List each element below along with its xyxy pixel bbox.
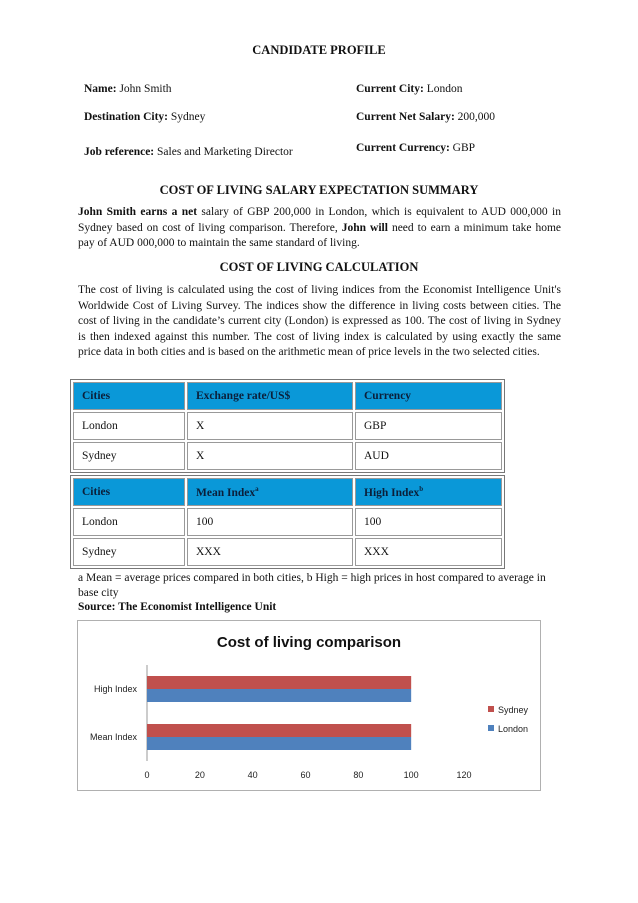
- current-city-value: London: [426, 83, 463, 95]
- profile-currency: [356, 142, 475, 154]
- job-value: Sales and Marketing Director: [157, 146, 293, 158]
- destination-label: Destination City:: [84, 111, 169, 123]
- destination-value: Sydney: [170, 111, 206, 123]
- cell-city: Sydney: [73, 538, 185, 566]
- summary-bold-2: John will: [341, 221, 388, 234]
- source-line: Source: The Economist Intelligence Unit: [78, 601, 277, 613]
- summary-bold-1: John Smith earns a net: [78, 206, 198, 218]
- name-value: John Smith: [119, 83, 172, 95]
- table-header-row: [73, 478, 502, 506]
- bar-sydney: [147, 676, 411, 689]
- cell-city: London: [73, 412, 185, 440]
- bar-london: [147, 689, 411, 702]
- cell-exchange-rate: X: [187, 412, 353, 440]
- x-tick-label: 40: [247, 770, 258, 780]
- currency-label: Current Currency:: [356, 142, 450, 154]
- job-label: Job reference:: [84, 146, 155, 158]
- cell-exchange-rate: X: [187, 442, 353, 470]
- header-exchange-rate: Exchange rate/US$: [187, 382, 353, 410]
- salary-label: Current Net Salary:: [356, 111, 455, 123]
- header-high-index: [355, 478, 502, 506]
- bar-london: [147, 737, 411, 750]
- cell-high-index: 100: [355, 508, 502, 536]
- header-mean-index: [187, 478, 353, 506]
- exchange-rate-table: [70, 379, 505, 473]
- currency-value: GBP: [452, 142, 476, 154]
- name-label: Name:: [84, 83, 117, 95]
- calculation-heading: COST OF LIVING CALCULATION: [219, 260, 419, 274]
- profile-job: [84, 146, 293, 158]
- salary-value: 200,000: [457, 111, 496, 123]
- header-cities: Cities: [73, 478, 185, 506]
- table-row: [73, 538, 502, 566]
- cell-currency: GBP: [355, 412, 502, 440]
- table-row: [73, 412, 502, 440]
- summary-text-1: salary of GBP 200,000 in London, which is equivalent to AUD 000,000 in Sydney based on cost of living comparison. Therefore,: [78, 206, 561, 234]
- cell-mean-index: 100: [187, 508, 353, 536]
- x-tick-label: 120: [456, 770, 472, 780]
- cell-high-index: XXX: [355, 538, 502, 566]
- x-tick-label: 80: [353, 770, 364, 780]
- summary-heading: COST OF LIVING SALARY EXPECTATION SUMMARY: [159, 183, 479, 197]
- mean-index-label: Mean Index: [196, 486, 256, 499]
- legend-swatch: [488, 725, 494, 731]
- profile-salary: [356, 111, 495, 123]
- page-title: CANDIDATE PROFILE: [252, 43, 386, 57]
- chart-title: Cost of living comparison: [216, 634, 402, 651]
- x-tick-label: 100: [403, 770, 419, 780]
- x-tick-label: 60: [300, 770, 311, 780]
- cell-currency: AUD: [355, 442, 502, 470]
- cost-of-living-chart: [77, 620, 541, 791]
- calculation-paragraph: The cost of living is calculated using the cost of living indices from the Economist Intelligence Unit's Worldwide Cost of Living Survey. The indices show the difference in living costs between cities. The cost of living in the candidate’s current city (London) is expressed as 100. The cost of living in Sydney is then indexed against this number. The cost of living index is calculated by using exactly the same price data in both cities and is based on the arithmetic mean of price levels in the two selected cities.: [78, 284, 561, 358]
- category-label: High Index: [93, 684, 137, 694]
- legend-label: Sydney: [498, 705, 529, 715]
- profile-name: [84, 83, 172, 95]
- header-cities: Cities: [73, 382, 185, 410]
- high-index-sup: b: [419, 485, 424, 494]
- profile-destination: [84, 111, 205, 123]
- footnote: a Mean = average prices compared in both cities, b High = high prices in host compared to average in base city: [78, 572, 546, 599]
- header-currency: Currency: [355, 382, 502, 410]
- cell-mean-index: XXX: [187, 538, 353, 566]
- table-row: [73, 508, 502, 536]
- summary-paragraph: [78, 205, 561, 252]
- current-city-label: Current City:: [356, 83, 424, 95]
- bar-sydney: [147, 724, 411, 737]
- cell-city: London: [73, 508, 185, 536]
- x-tick-label: 20: [194, 770, 205, 780]
- mean-index-sup: a: [255, 485, 259, 494]
- legend-label: London: [498, 724, 529, 734]
- index-table: [70, 475, 505, 569]
- summary-text-2: need to earn a minimum take home pay of AUD 000,000 to maintain the same standard of living.: [78, 221, 561, 249]
- profile-current-city: [356, 83, 462, 95]
- category-label: Mean Index: [89, 732, 137, 742]
- x-tick-label: 0: [144, 770, 150, 780]
- table-row: [73, 442, 502, 470]
- cell-city: Sydney: [73, 442, 185, 470]
- table-header-row: [73, 382, 502, 410]
- legend-swatch: [488, 706, 494, 712]
- chart-svg: [78, 621, 540, 790]
- high-index-label: High Index: [364, 486, 420, 499]
